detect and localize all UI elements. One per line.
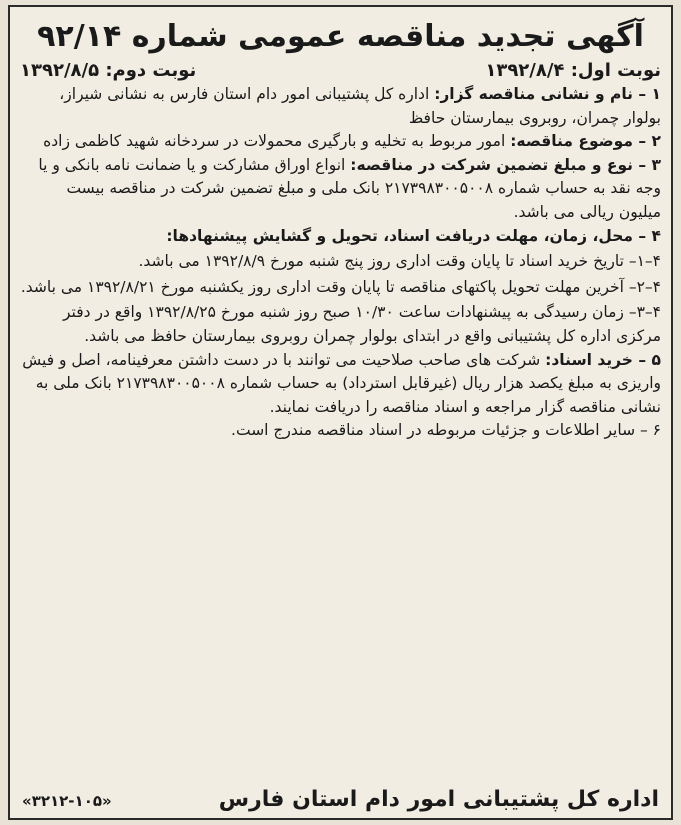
section-1-text: اداره کل پشتیبانی امور دام استان فارس به نشانی شیراز، بولوار چمران، روبروی بیمارستان حافظ (59, 85, 661, 127)
issuing-organization: اداره کل پشتیبانی امور دام استان فارس (218, 787, 659, 812)
section-4-1: ۴–۱– تاریخ خرید اسناد تا پایان وقت اداری روز پنج شنبه مورخ ۱۳۹۲/۸/۹ می باشد. (138, 252, 661, 271)
section-4-heading: ۴ – محل، زمان، مهلت دریافت اسناد، تحویل و گشایش پیشنهادها: (166, 226, 661, 245)
notice-title: آگهی تجدید مناقصه عمومی شماره ۹۲/۱۴ (37, 19, 644, 54)
section-3 (20, 154, 661, 225)
section-5-heading: ۵ – خرید اسناد: (545, 350, 661, 369)
section-2 (20, 130, 661, 154)
first-round: نوبت اول: ۱۳۹۲/۸/۴ (485, 60, 661, 81)
section-6: ۶ – سایر اطلاعات و جزئیات مربوطه در اسناد مناقصه مندرج است. (231, 421, 661, 440)
section-1-heading: ۱ – نام و نشانی مناقصه گزار: (434, 85, 661, 103)
second-round: نوبت دوم: ۱۳۹۲/۸/۵ (20, 60, 197, 81)
section-2-heading: ۲ – موضوع مناقصه: (510, 132, 661, 151)
section-4-3: ۴–۳– زمان رسیدگی به پیشنهادات ساعت ۱۰/۳۰ صبح روز شنبه مورخ ۱۳۹۲/۸/۲۵ واقع در دفتر مرکزی اداره کل پشتیبانی واقع در ابتدای بولوار چمران روبروی بیمارستان حافظ می باشد. (63, 303, 661, 345)
section-3-text: انواع اوراق مشارکت و یا ضمانت نامه بانکی و یا وجه نقد به حساب شماره ۲۱۷۳۹۸۳۰۰۵۰۰۸ بانک ملی و مبلغ تضمین شرکت در مناقصه بیست میلیون ریالی می باشد. (38, 155, 661, 221)
section-3-heading: ۳ – نوع و مبلغ تضمین شرکت در مناقصه: (350, 155, 661, 174)
publication-rounds (10, 59, 671, 83)
notice-body (10, 83, 671, 443)
section-5 (20, 349, 661, 420)
notice-code: «۳۲۱۲-۱۰۵» (22, 792, 112, 810)
section-1 (20, 83, 661, 130)
tender-notice (8, 5, 673, 820)
section-5-text: شرکت های صاحب صلاحیت می توانند با در دست داشتن معرفینامه، اصل و فیش واریزی به مبلغ یکصد هزار ریال (غیرقابل استرداد) به حساب شماره ۲۱۷۳۹۸۳۰۰۵۰۰۸ بانک ملی به نشانی مناقصه گزار مراجعه و اسناد مناقصه را دریافت نمایند. (22, 350, 661, 416)
notice-footer (10, 787, 671, 812)
section-2-text: امور مربوط به تخلیه و بارگیری محمولات در سردخانه شهید کاظمی زاده (43, 132, 506, 151)
section-4-2: ۴–۲– آخرین مهلت تحویل پاکتهای مناقصه تا پایان وقت اداری روز یکشنبه مورخ ۱۳۹۲/۸/۲۱ می باشد. (20, 277, 661, 296)
